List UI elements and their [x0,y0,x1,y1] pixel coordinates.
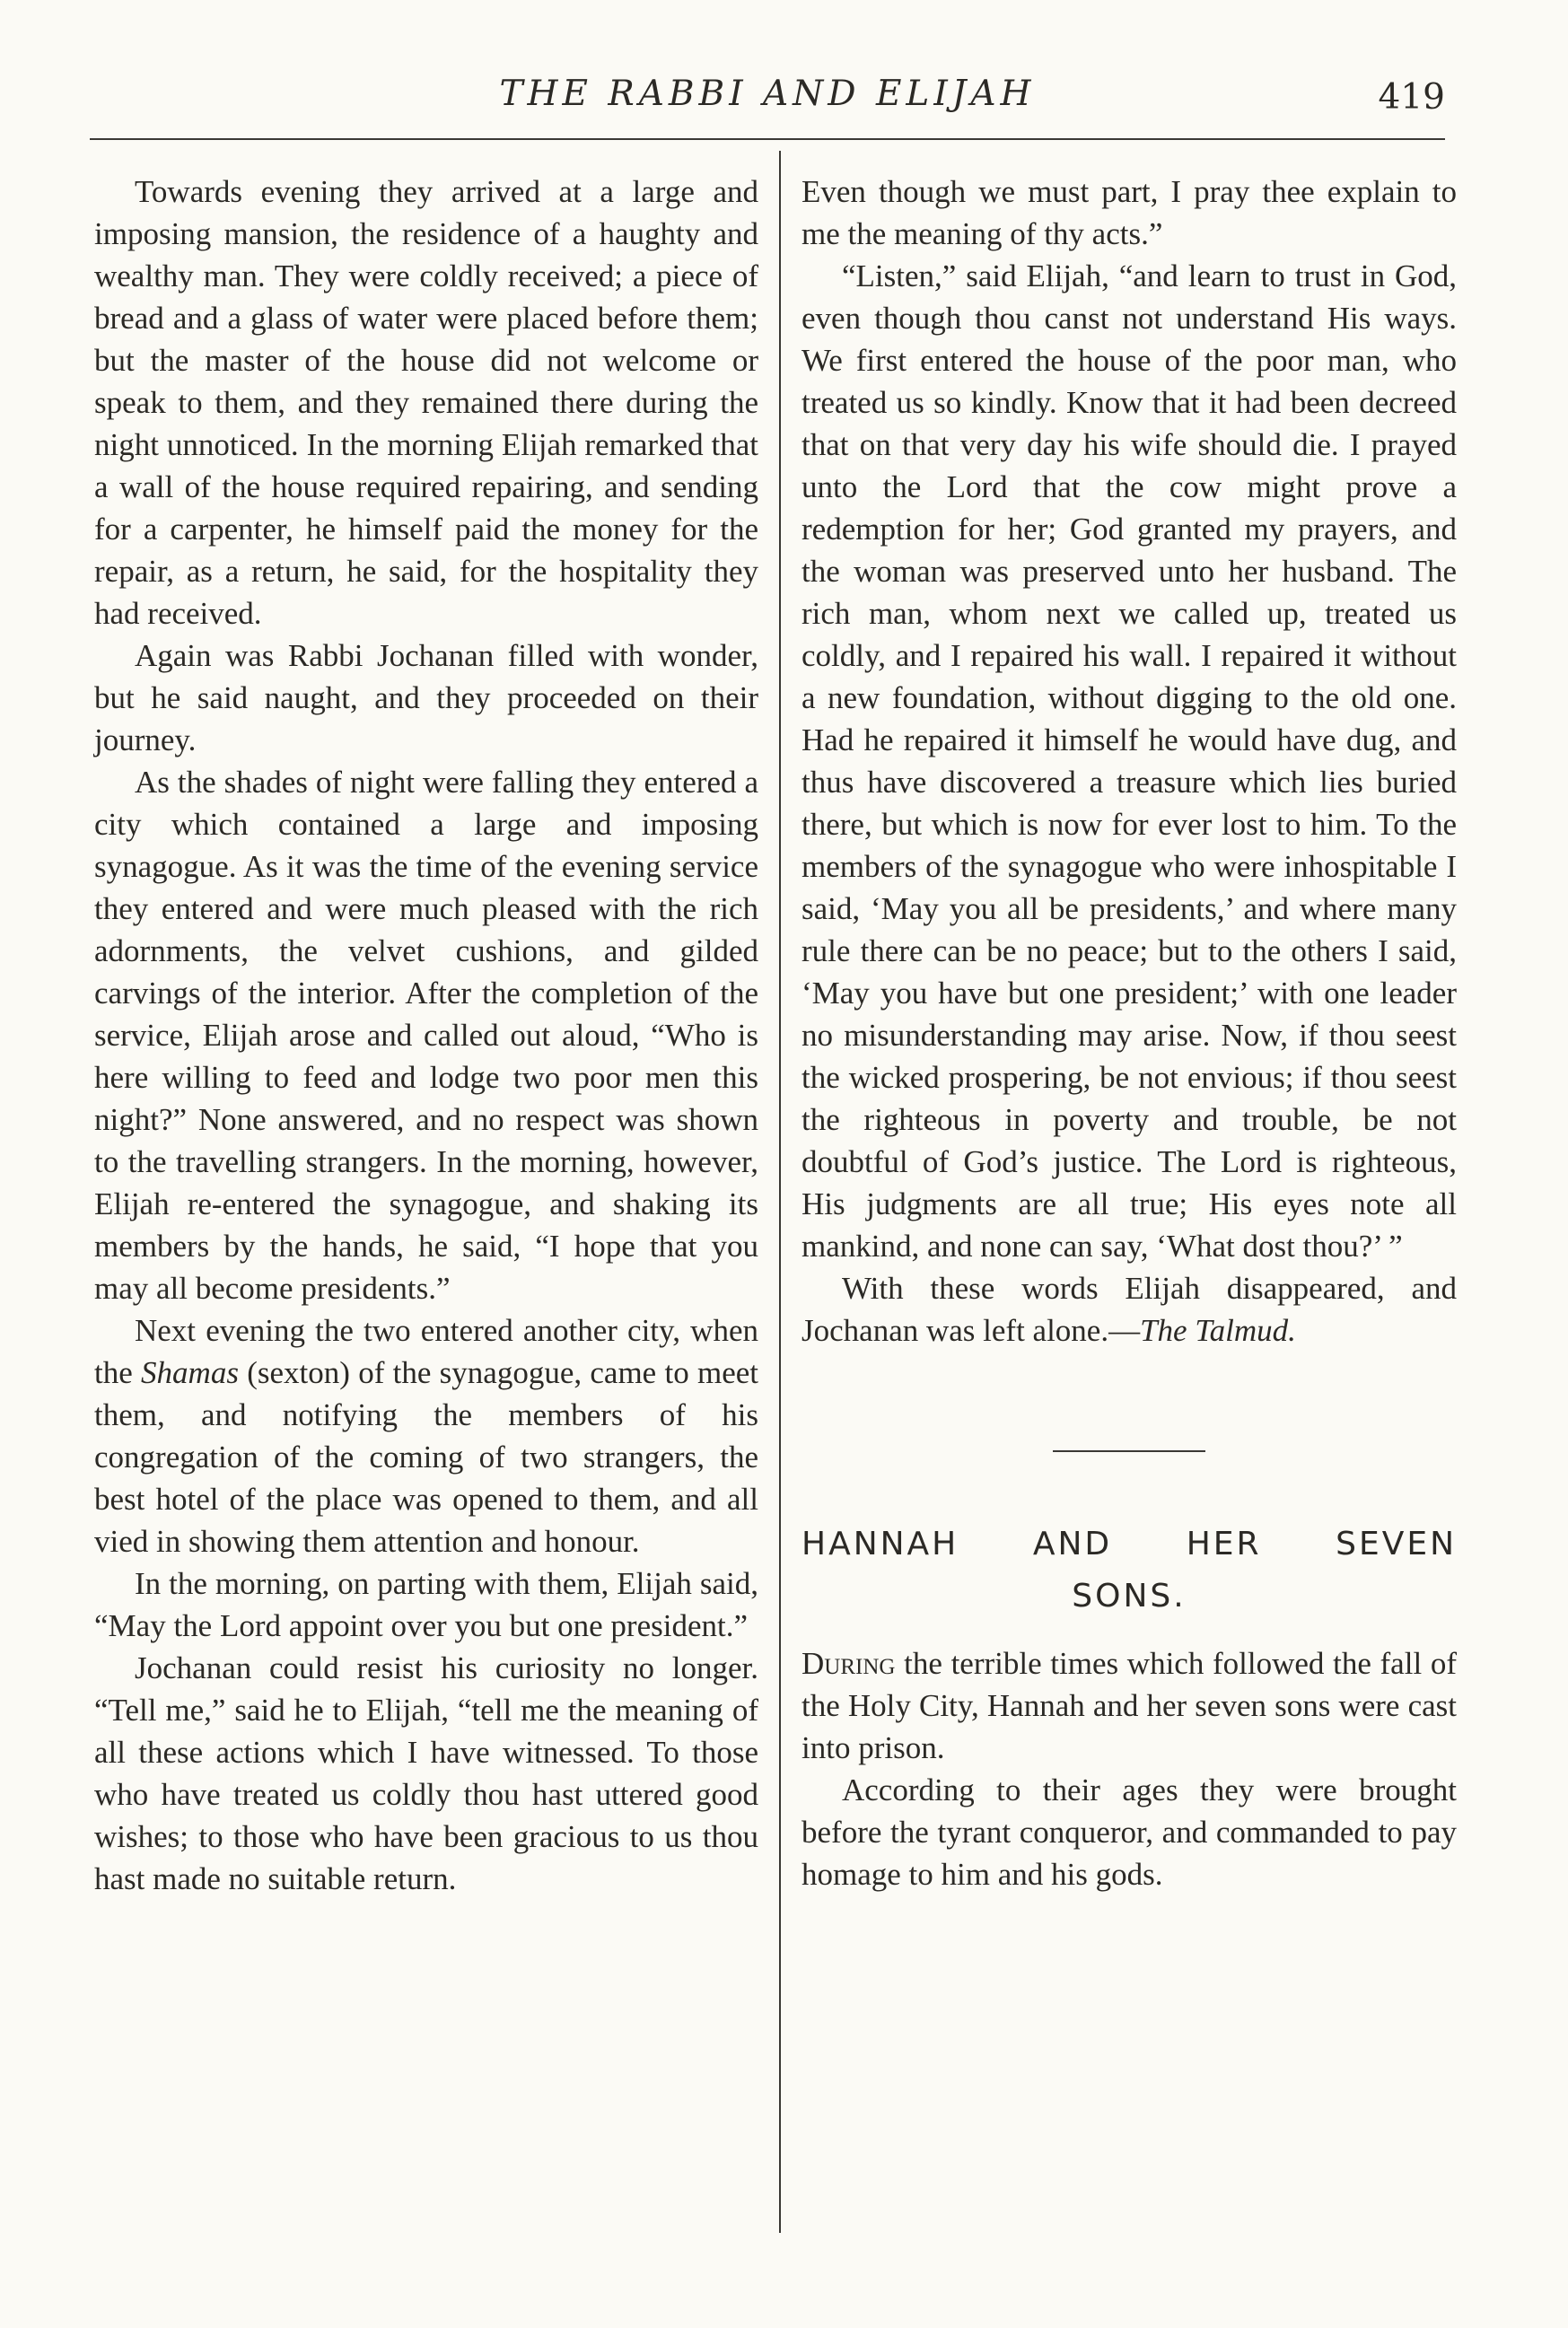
paragraph [802,1267,1457,1352]
column-divider [779,151,781,2233]
paragraph: “Listen,” said Elijah, “and learn to trust in God, even though thou canst not understand His ways. We first entered the house of the poor man, who treated us so kindly. Know that it had been decreed that on that very day his wife should die. I prayed unto the Lord that the cow might prove a redemption for her; God granted my prayers, and the woman was preserved unto her husband. The rich man, whom next we called up, treated us coldly, and I repaired his wall. I repaired it without a new foundation, without digging to the old one. Had he repaired it himself he would have dug, and thus have discovered a treasure which lies buried there, but which is now for ever lost to him. To the members of the synagogue who were inhospitable I said, ‘May you all be presidents,’ and where many rule there can be no peace; but to the others I said, ‘May you have but one president;’ with one leader no misunderstanding may arise. Now, if thou seest the wicked prospering, be not envious; if thou seest the righteous in poverty and trouble, be not doubtful of God’s justice. The Lord is righteous, His judgments are all true; His eyes note all mankind, and none can say, ‘What dost thou?’ ” [802,258,1457,1264]
paragraph [802,1642,1457,1769]
running-header [90,74,1445,127]
text-run: With these words Elijah disappeared, and Jochanan was left alone.— [802,1271,1457,1348]
paragraph: Again was Rabbi Jochanan filled with wonder, but he said naught, and they proceeded on their journey. [94,638,758,757]
paragraph: As the shades of night were falling they entered a city which contained a large and imposing synagogue. As it was the time of the evening service they entered and were much pleased with the rich adornments, the velvet cushions, and gilded carvings of the interior. After the completion of the service, Elijah arose and called out aloud, “Who is here willing to feed and lodge two poor men this night?” None answered, and no respect was shown to the travelling strangers. In the morning, however, Elijah re-entered the synagogue, and shaking its members by the hands, he said, “I hope that you may all become presidents.” [94,765,758,1306]
paragraph: Jochanan could resist his curiosity no longer. “Tell me,” said he to Elijah, “tell me the meaning of all these actions which I have witnessed. To those who have treated us coldly thou hast uttered good wishes; to those who have been gracious to us thou hast made no suitable return. [94,1650,758,1896]
paragraph-continuation: Even though we must part, I pray thee explain to me the meaning of thy acts.” [802,174,1457,251]
paragraph: In the morning, on parting with them, Elijah said, “May the Lord appoint over you but one president.” [94,1566,758,1643]
lead-word: During [802,1646,896,1681]
section-separator [1053,1450,1205,1452]
text-run: (sexton) of the synagogue, came to meet them, and notifying the members of his congregation of the coming of two strangers, the best hotel of the place was opened to them, and all vied in showing them attention and honour. [94,1355,758,1559]
paragraph [94,1309,758,1562]
page-number: 419 [1378,77,1445,118]
section-title-line: HANNAH AND HER SEVEN [802,1526,1457,1562]
section-title [802,1518,1457,1623]
section-title-line: SONS. [1072,1578,1187,1615]
left-column [94,171,758,1900]
paragraph: Towards evening they arrived at a large and imposing mansion, the residence of a haughty and wealthy man. They were coldly received; a piece of bread and a glass of water were placed before them; but the master of the house did not welcome or speak to them, and they remained there during the night unnoticed. In the morning Elijah remarked that a wall of the house required repairing, and sending for a carpenter, he himself paid the money for the repair, as a return, he said, for the hospitality they had received. [94,174,758,631]
right-column [802,171,1457,1895]
paragraph: According to their ages they were brought before the tyrant conqueror, and commanded to pay homage to him and his gods. [802,1772,1457,1892]
text-run: Next evening the two entered another city, when the [94,1313,758,1390]
source-citation: The Talmud. [1140,1313,1296,1348]
text-run: the terrible times which followed the fall of the Holy City, Hannah and her seven sons were cast into prison. [802,1646,1457,1765]
running-title: THE RABBI AND ELIJAH [499,74,1036,114]
header-rule [90,138,1445,140]
italic-term: Shamas [141,1355,239,1390]
